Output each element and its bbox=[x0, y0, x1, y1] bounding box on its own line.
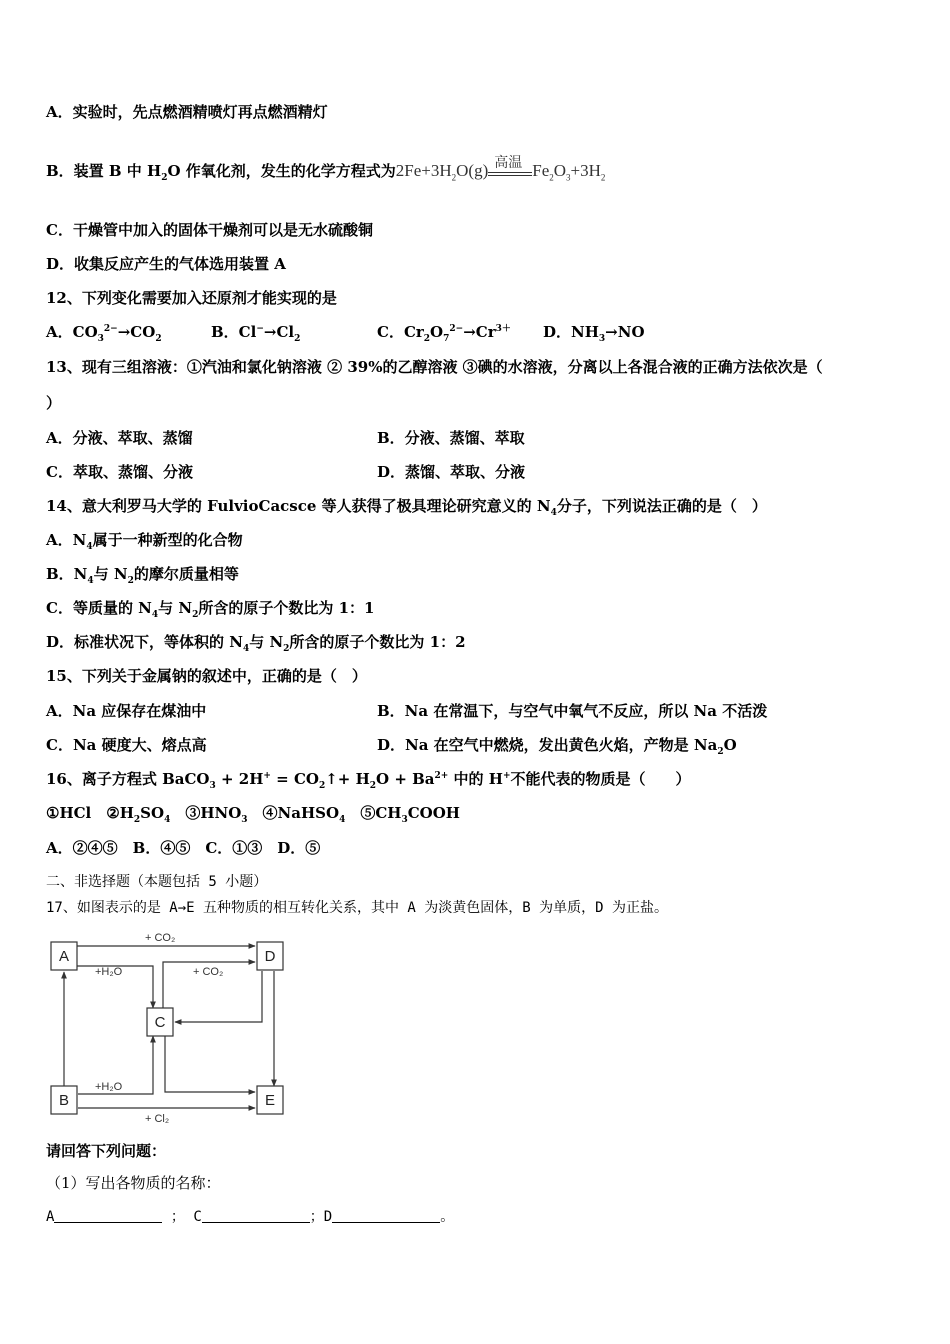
q17-fill-row: A ； C ；D 。 bbox=[46, 1209, 455, 1225]
q15-stem: 15、下列关于金属钠的叙述中，正确的是（ ） bbox=[46, 667, 367, 685]
q15-options-row2 bbox=[46, 735, 906, 755]
node-c: C bbox=[154, 1014, 166, 1031]
q12-options bbox=[46, 322, 645, 342]
q13-option-c: C．萃取、蒸馏、分液 bbox=[46, 463, 193, 481]
q16-stem: 16、离子方程式 BaCO$_3$ + $2H^+ = CO_2↑+ H_2O + Ba^{2+}$ 中的 H+不能代表的物质是（ ） bbox=[46, 770, 691, 791]
node-a: A bbox=[58, 948, 70, 965]
q15-options-row1 bbox=[46, 701, 906, 721]
q13-options-row2 bbox=[46, 462, 906, 482]
section2-title: 二、非选择题（本题包括 5 小题） bbox=[46, 874, 268, 890]
q15-option-c: C．Na 硬度大、熔点高 bbox=[46, 736, 207, 754]
q14-stem: 14、意大利罗马大学的 FulvioCacsce 等人获得了极具理论研究意义的 $N_4$分子，下列说法正确的是（ ） bbox=[46, 497, 767, 518]
q11-option-a: A．实验时，先点燃酒精喷灯再点燃酒精灯 bbox=[46, 103, 328, 121]
arrow-d-to-c bbox=[175, 971, 262, 1022]
q16-options: A．②④⑤ B．④⑤ C．①③ D．⑤ bbox=[46, 839, 321, 857]
q13-stem: 13、现有三组溶液：①汽油和氯化钠溶液 ② 39%的乙醇溶液 ③碘的水溶液，分离以上各混合液的正确方法依次是（ bbox=[46, 358, 823, 376]
node-d: D bbox=[264, 948, 276, 965]
q13-options-row1 bbox=[46, 428, 906, 448]
q14-option-a: A．$N_4$属于一种新型的化合物 bbox=[46, 531, 243, 552]
answer-blank-d[interactable] bbox=[332, 1208, 440, 1223]
q15-option-b: B．Na 在常温下，与空气中氧气不反应，所以 Na 不活泼 bbox=[377, 702, 768, 720]
label-b-to-e: + Cl₂ bbox=[145, 1113, 170, 1125]
answer-blank-c[interactable] bbox=[202, 1208, 310, 1223]
q13-option-d: D．蒸馏、萃取、分液 bbox=[377, 463, 526, 481]
arrow-c-to-e bbox=[165, 1036, 255, 1092]
q13-option-b: B．分液、蒸馏、萃取 bbox=[377, 429, 525, 447]
q17-prompt: 请回答下列问题： bbox=[46, 1142, 167, 1160]
q11-option-c: C．干燥管中加入的固体干燥剂可以是无水硫酸铜 bbox=[46, 221, 373, 239]
answer-blank-a[interactable] bbox=[54, 1208, 162, 1223]
q11-equation: $2Fe+3H_2O(g)$ 高温 $Fe_2O_3+3H_2$ bbox=[395, 156, 606, 183]
q12-option-a: A．$CO_3^{2-}\to CO_2$ bbox=[46, 323, 162, 344]
q17-stem: 17、如图表示的是 A→E 五种物质的相互转化关系，其中 A 为淡黄色固体，B 为单质，D 为正盐。 bbox=[46, 900, 668, 916]
q16-items: ①HCl $②H_2SO_4$ $③HNO_3$ ④NaHSO$_4$ $⑤CH_3COOH$ bbox=[46, 804, 460, 825]
q14-option-c: C．等质量的 $N_4$与 $N_2$所含的原子个数比为 1：1 bbox=[46, 599, 375, 620]
q15-option-a: A．Na 应保存在煤油中 bbox=[46, 702, 207, 720]
label-a-to-c: +H₂O bbox=[95, 966, 123, 978]
q12-option-c: C．$Cr_2O_7^{2-}\to Cr^{3+}$ bbox=[377, 323, 511, 344]
q17-part1: （1）写出各物质的名称： bbox=[46, 1174, 221, 1192]
q14-option-b: B．$N_4$与 $N_2$的摩尔质量相等 bbox=[46, 565, 239, 586]
q12-option-b: B．$Cl^-\to Cl_2$ bbox=[211, 323, 301, 344]
q17-diagram bbox=[45, 928, 295, 1128]
q12-stem: 12、下列变化需要加入还原剂才能实现的是 bbox=[46, 289, 337, 307]
label-b-to-c: +H₂O bbox=[95, 1081, 123, 1093]
node-e: E bbox=[264, 1092, 276, 1109]
q12-option-d: D．$NH_3\to NO$ bbox=[543, 323, 645, 344]
label-a-to-d: + CO₂ bbox=[145, 932, 176, 944]
q11-option-d: D．收集反应产生的气体选用装置 A bbox=[46, 255, 286, 273]
q15-option-d: D．Na 在空气中燃烧，发出黄色火焰，产物是 $Na_2O$ bbox=[377, 736, 737, 757]
q11-option-b: B．装置 B 中 $H_2O$ 作氧化剂，发生的化学方程式为$2Fe+3H_2O(g)$ 高温 $Fe_2O_3+3H_2$ bbox=[46, 156, 606, 183]
node-b: B bbox=[58, 1092, 70, 1109]
q14-option-d: D．标准状况下，等体积的 $N_4$与 $N_2$所含的原子个数比为 1：2 bbox=[46, 633, 466, 654]
label-c-to-d: + CO₂ bbox=[193, 966, 224, 978]
q13-stem-end: ） bbox=[46, 394, 62, 412]
q13-option-a: A．分液、萃取、蒸馏 bbox=[46, 429, 193, 447]
